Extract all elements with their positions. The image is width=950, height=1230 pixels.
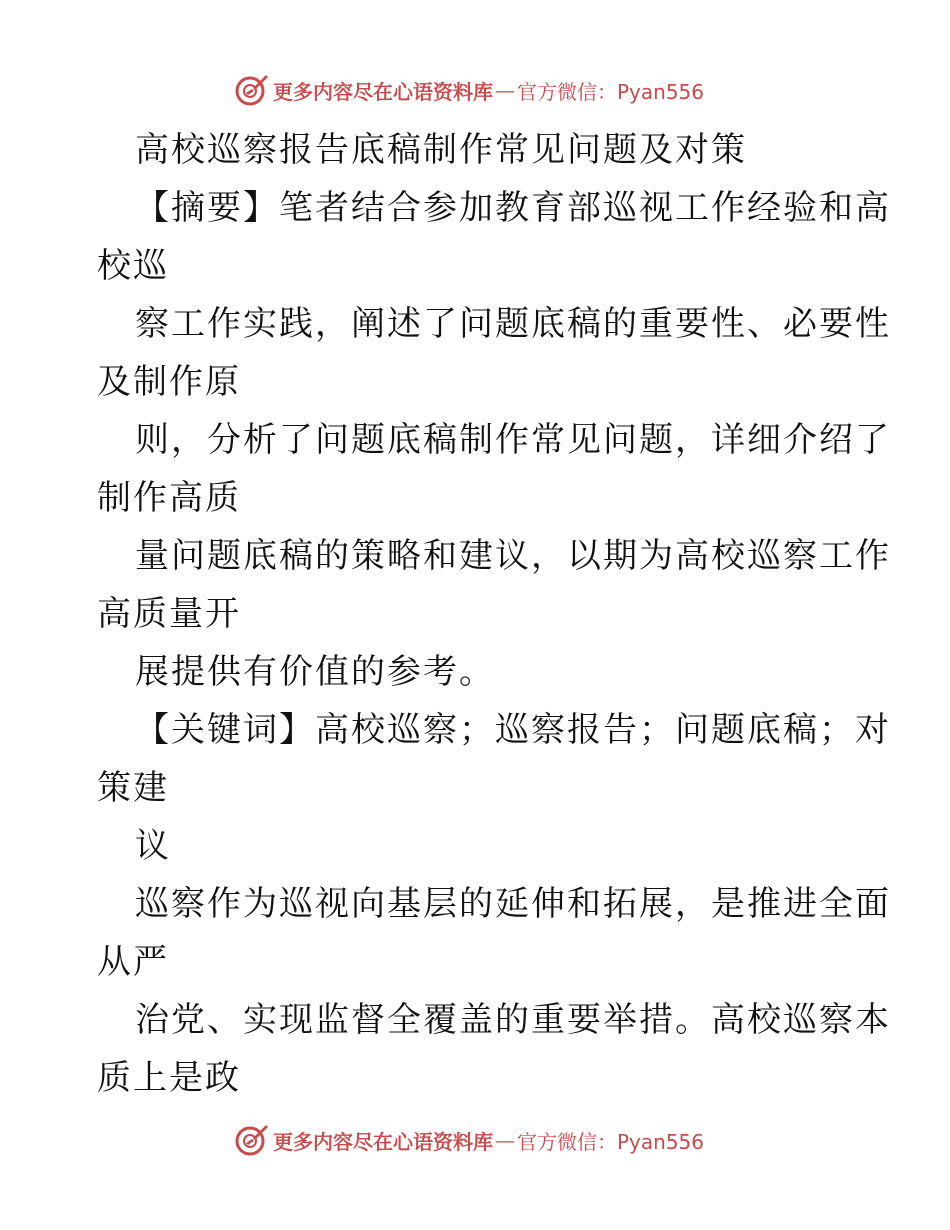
text-line: 量问题底稿的策略和建议，以期为高校巡察工作 bbox=[135, 536, 891, 576]
watermark-contact: 官方微信：Pyan556 bbox=[517, 79, 705, 104]
watermark-text: 更多内容尽在心语资料库 bbox=[273, 79, 493, 104]
document-title: 高校巡察报告底稿制作常见问题及对策 bbox=[135, 130, 747, 170]
text-line: 【摘要】笔者结合参加教育部巡视工作经验和高 bbox=[135, 188, 891, 228]
pen-logo-icon bbox=[233, 1122, 269, 1158]
text-line: 策建 bbox=[97, 768, 169, 808]
watermark-contact: 官方微信：Pyan556 bbox=[517, 1129, 705, 1154]
watermark-dash: — bbox=[495, 78, 515, 102]
text-line: 巡察作为巡视向基层的延伸和拓展，是推进全面 bbox=[135, 884, 891, 924]
watermark-header bbox=[233, 70, 704, 110]
text-line: 则，分析了问题底稿制作常见问题，详细介绍了 bbox=[135, 420, 891, 460]
watermark-text: 更多内容尽在心语资料库 bbox=[273, 1129, 493, 1154]
text-line: 展提供有价值的参考。 bbox=[135, 652, 495, 692]
text-line: 察工作实践，阐述了问题底稿的重要性、必要性 bbox=[135, 304, 891, 344]
text-line: 质上是政 bbox=[97, 1058, 241, 1098]
text-line: 及制作原 bbox=[97, 362, 241, 402]
text-line: 校巡 bbox=[97, 246, 169, 286]
text-line: 从严 bbox=[97, 942, 169, 982]
watermark-dash: — bbox=[495, 1128, 515, 1152]
watermark-footer bbox=[233, 1120, 704, 1160]
text-line: 制作高质 bbox=[97, 478, 241, 518]
pen-logo-icon bbox=[233, 72, 269, 108]
text-line: 高质量开 bbox=[97, 594, 241, 634]
text-line: 治党、实现监督全覆盖的重要举措。高校巡察本 bbox=[135, 1000, 891, 1040]
text-line: 议 bbox=[135, 826, 171, 866]
text-line: 【关键词】高校巡察；巡察报告；问题底稿；对 bbox=[135, 710, 891, 750]
document-body bbox=[97, 121, 891, 1107]
